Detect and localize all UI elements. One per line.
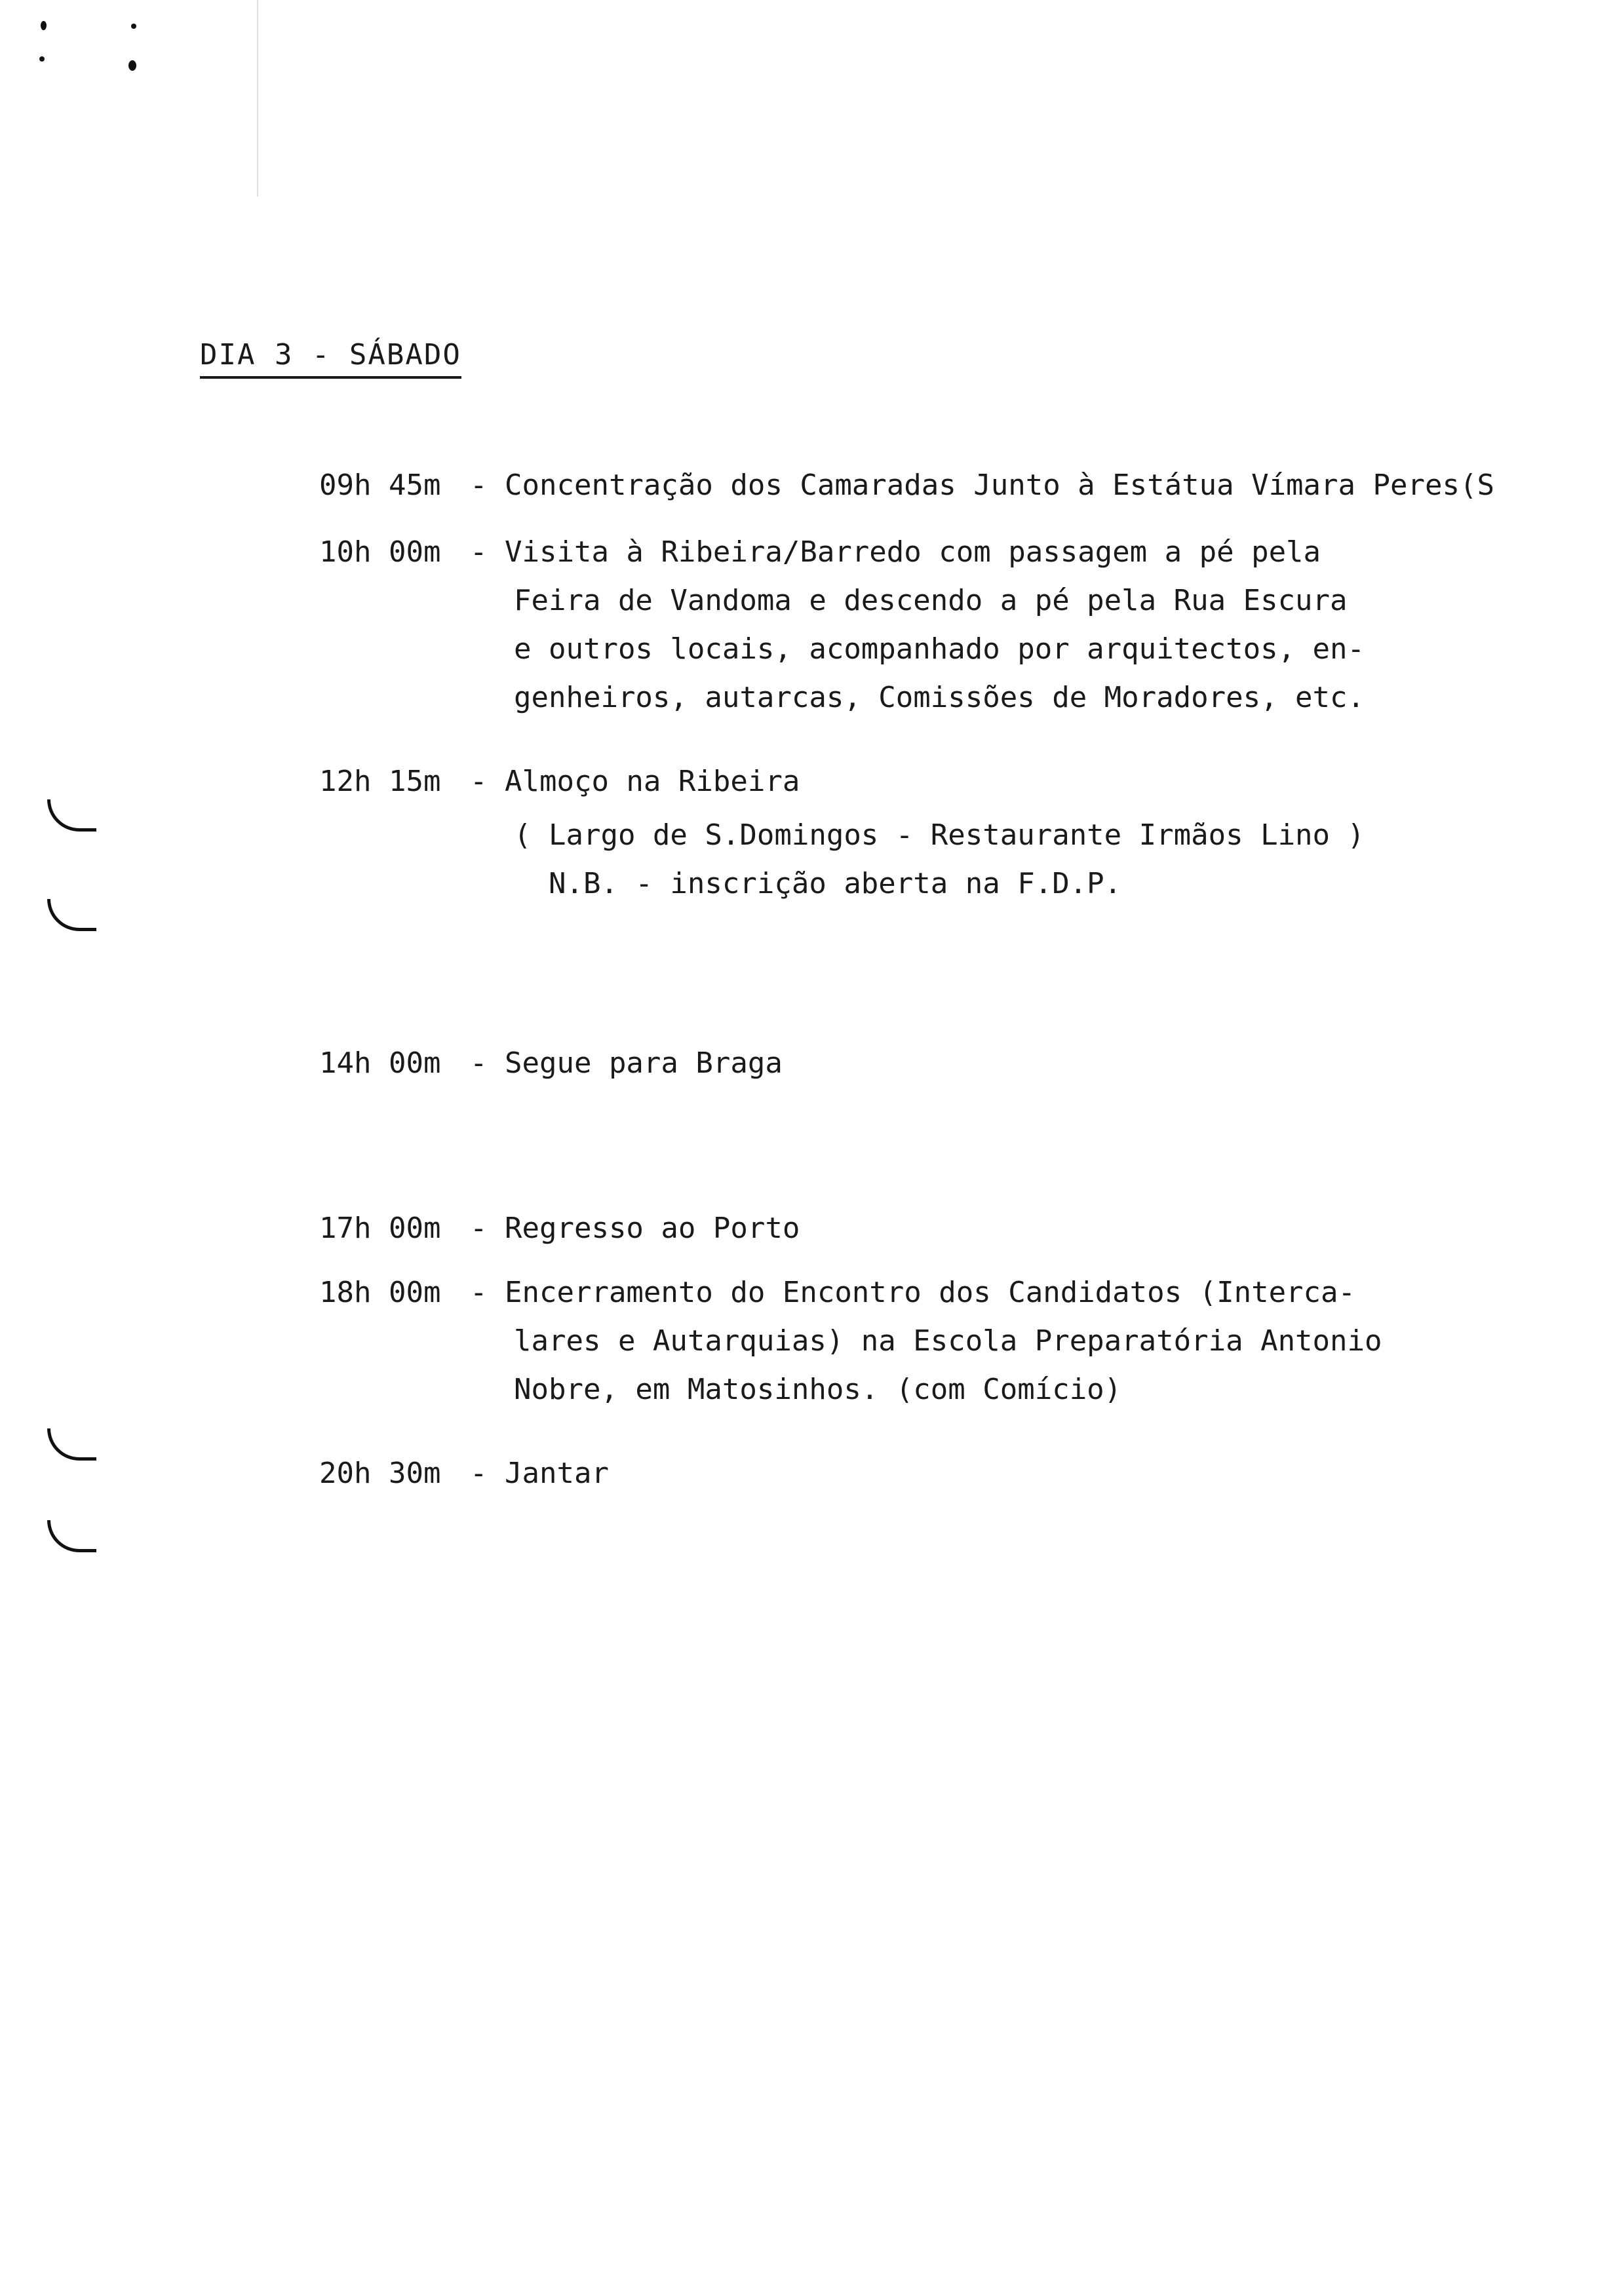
entry-dash: -: [470, 1276, 488, 1309]
entry-continuation: e outros locais, acompanhado por arquitectos, en-: [514, 632, 1365, 666]
schedule-entry: [319, 528, 1321, 577]
entry-text: Almoço na Ribeira: [505, 765, 800, 798]
scan-mark: [128, 60, 136, 71]
scan-mark: [131, 24, 136, 29]
entry-dash: -: [470, 1046, 488, 1080]
entry-time: 14h 00m: [319, 1046, 441, 1080]
binder-hole-mark: [47, 1428, 96, 1461]
binder-hole-mark: [47, 899, 96, 931]
entry-time: 09h 45m: [319, 469, 441, 502]
entry-time: 12h 15m: [319, 765, 441, 798]
entry-dash: -: [470, 535, 488, 569]
scan-mark: [41, 21, 47, 30]
entry-time: 20h 30m: [319, 1457, 441, 1490]
entry-dash: -: [470, 1457, 488, 1490]
entry-text: Jantar: [505, 1457, 609, 1490]
entry-text: Visita à Ribeira/Barredo com passagem a pé pela: [505, 535, 1321, 569]
schedule-entry: [319, 1039, 783, 1088]
entry-dash: -: [470, 1212, 488, 1245]
entry-continuation: ( Largo de S.Domingos - Restaurante Irmãos Lino ): [514, 818, 1365, 852]
entry-dash: -: [470, 469, 488, 502]
entry-continuation: lares e Autarquias) na Escola Preparatória Antonio: [514, 1324, 1382, 1358]
entry-text: Encerramento do Encontro dos Candidatos (Interca-: [505, 1276, 1356, 1309]
schedule-entry: [319, 1204, 800, 1253]
entry-text: Concentração dos Camaradas Junto à Estátua Vímara Peres(S: [505, 469, 1494, 502]
entry-continuation: Feira de Vandoma e descendo a pé pela Rua Escura: [514, 584, 1348, 617]
entry-text: Regresso ao Porto: [505, 1212, 800, 1245]
entry-text: Segue para Braga: [505, 1046, 783, 1080]
entry-time: 17h 00m: [319, 1212, 441, 1245]
schedule-entry: [319, 1269, 1355, 1317]
entry-time: 18h 00m: [319, 1276, 441, 1309]
entry-time: 10h 00m: [319, 535, 441, 569]
schedule-entry: [319, 1449, 609, 1498]
entry-continuation: Nobre, em Matosinhos. (com Comício): [514, 1373, 1122, 1406]
entry-continuation: genheiros, autarcas, Comissões de Moradores, etc.: [514, 681, 1365, 714]
entry-note: N.B. - inscrição aberta na F.D.P.: [514, 867, 1122, 900]
binder-hole-mark: [47, 1520, 96, 1552]
scan-edge-line: [257, 0, 258, 197]
binder-hole-mark: [47, 799, 96, 832]
schedule-entry: [319, 461, 1494, 510]
entry-dash: -: [470, 765, 488, 798]
page-title: DIA 3 - SÁBADO: [200, 335, 461, 379]
schedule-entry: [319, 757, 800, 806]
scan-mark: [39, 56, 45, 62]
